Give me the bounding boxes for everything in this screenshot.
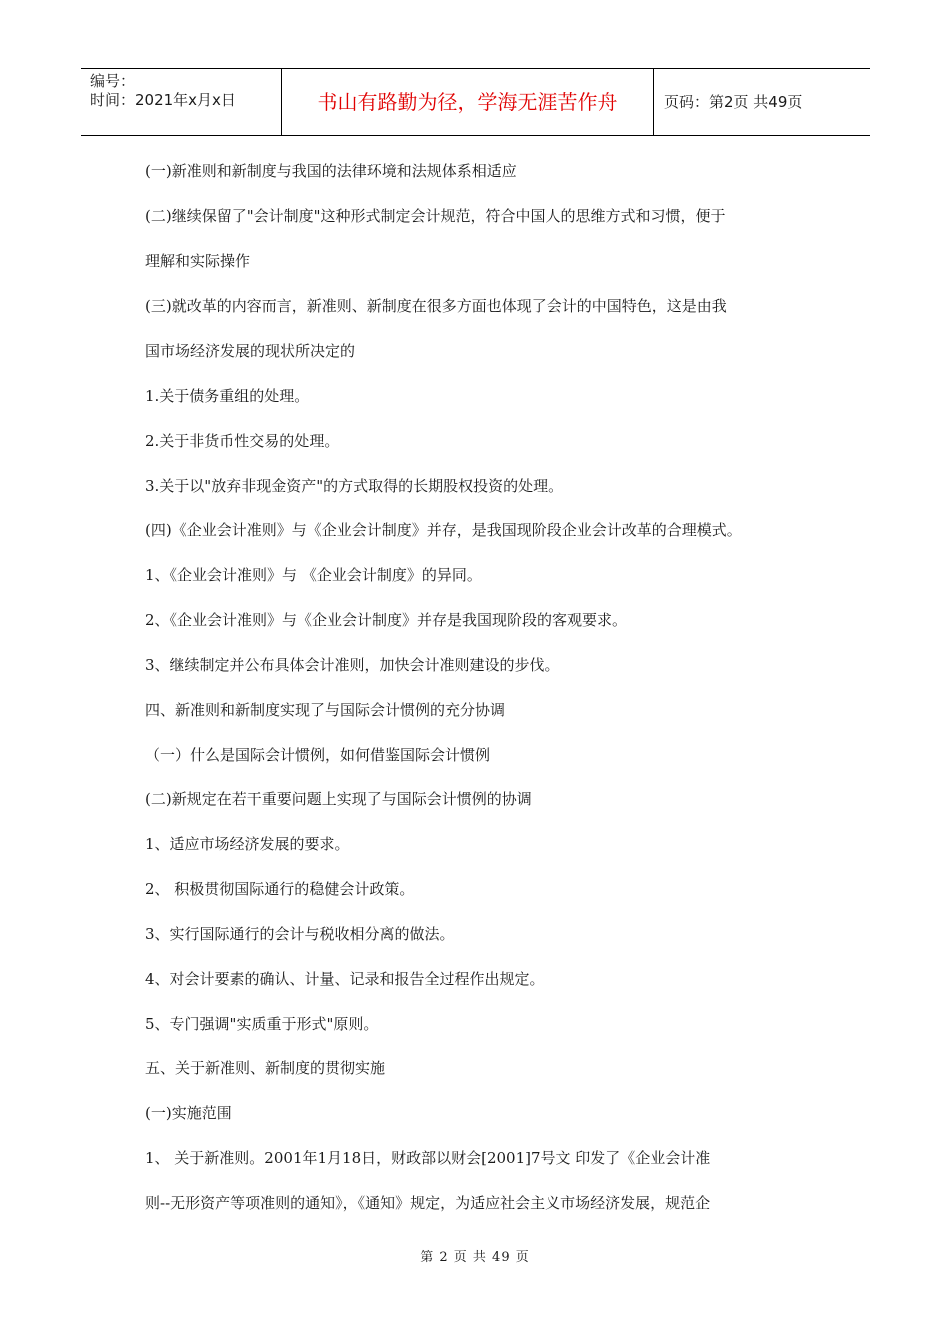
body-line: 则--无形资产等项准则的通知》，《通知》规定，为适应社会主义市场经济发展，规范企	[145, 1194, 711, 1212]
body-line: (二)继续保留了"会计制度"这种形式制定会计规范，符合中国人的思维方式和习惯，便于	[145, 207, 726, 225]
document-number-label: 编号：	[90, 72, 136, 90]
body-line: 3.关于以"放弃非现金资产"的方式取得的长期股权投资的处理。	[145, 477, 564, 495]
document-date-label: 时间：2021年x月x日	[90, 91, 236, 109]
page-header	[81, 68, 870, 136]
header-meta	[81, 69, 282, 135]
body-line: 5、专门强调"实质重于形式"原则。	[145, 1015, 379, 1033]
body-line: 1、《企业会计准则》与 《企业会计制度》的异同。	[145, 566, 482, 584]
header-page-info: 页码：第2页 共49页	[664, 93, 803, 111]
body-line: 2、《企业会计准则》与《企业会计制度》并存是我国现阶段的客观要求。	[145, 611, 628, 629]
body-line: (二)新规定在若干重要问题上实现了与国际会计惯例的协调	[145, 790, 532, 808]
body-line: 四、新准则和新制度实现了与国际会计惯例的充分协调	[145, 701, 506, 719]
body-line: 1、适应市场经济发展的要求。	[145, 835, 350, 853]
body-line: 国市场经济发展的现状所决定的	[145, 342, 356, 360]
body-line: 3、继续制定并公布具体会计准则，加快会计准则建设的步伐。	[145, 656, 560, 674]
body-line: （一）什么是国际会计惯例，如何借鉴国际会计惯例	[145, 746, 491, 764]
body-line: 理解和实际操作	[145, 252, 251, 270]
body-line: (四)《企业会计准则》与《企业会计制度》并存，是我国现阶段企业会计改革的合理模式。	[145, 521, 742, 539]
body-line: (一)实施范围	[145, 1104, 232, 1122]
body-line: 五、关于新准则、新制度的贯彻实施	[145, 1059, 386, 1077]
body-line: 2、 积极贯彻国际通行的稳健会计政策。	[145, 880, 415, 898]
body-line: 2.关于非货币性交易的处理。	[145, 432, 340, 450]
body-line: (一)新准则和新制度与我国的法律环境和法规体系相适应	[145, 162, 517, 180]
body-line: 1.关于债务重组的处理。	[145, 387, 310, 405]
page-footer: 第 2 页 共 49 页	[420, 1250, 530, 1265]
body-line: 4、对会计要素的确认、计量、记录和报告全过程作出规定。	[145, 970, 545, 988]
body-line: (三)就改革的内容而言，新准则、新制度在很多方面也体现了会计的中国特色，这是由我	[145, 297, 727, 315]
body-line: 1、 关于新准则。2001年1月18日，财政部以财会[2001]7号文 印发了《企业会计准	[145, 1149, 711, 1167]
body-line: 3、实行国际通行的会计与税收相分离的做法。	[145, 925, 455, 943]
header-motto: 书山有路勤为径，学海无涯苦作舟	[282, 69, 654, 135]
